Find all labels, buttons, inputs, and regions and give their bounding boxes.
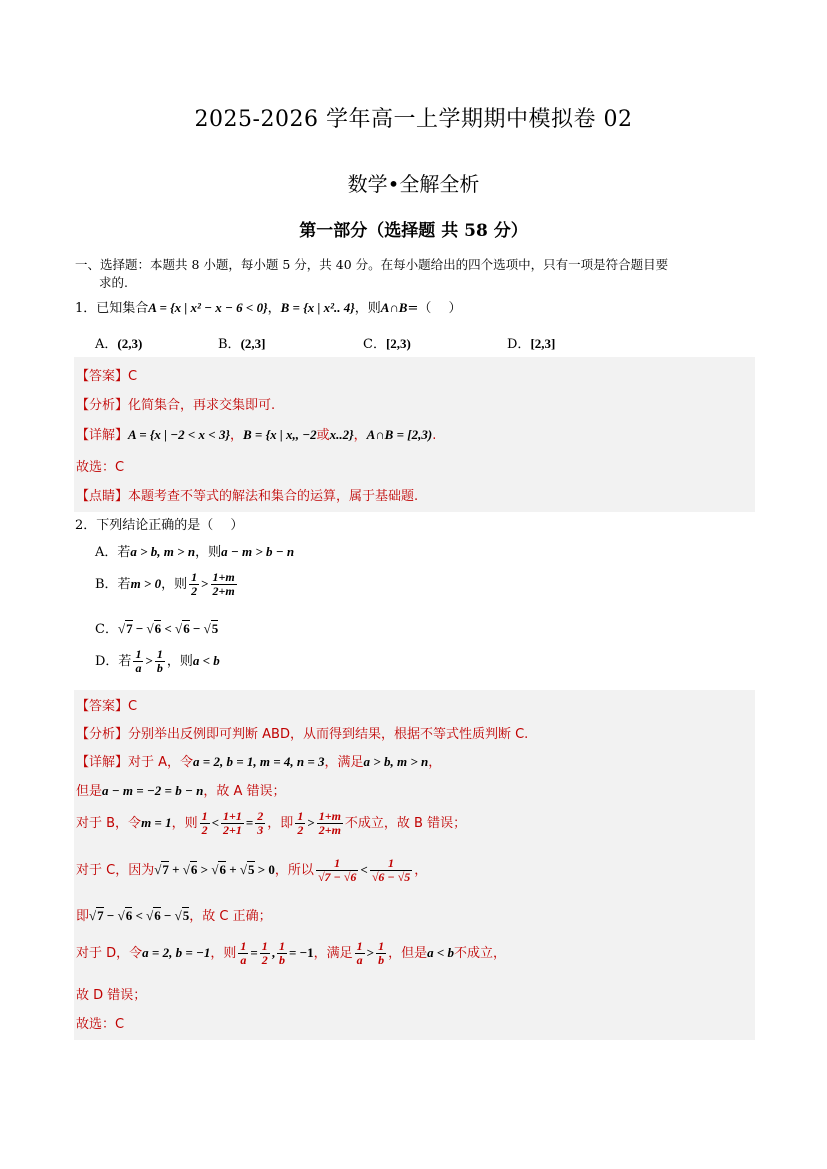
- q1-option-b[interactable]: B．(2,3]: [218, 336, 266, 352]
- q1-analysis: 【分析】化简集合，再求交集即可.: [76, 398, 276, 413]
- q2-detail-d2: 故 D 错误；: [76, 988, 147, 1003]
- q2-detail-c2: 即√7 − √6 < √6 − √5，故 C 正确；: [76, 908, 272, 924]
- q1-comment: 【点睛】本题考查不等式的解法和集合的运算，属于基础题.: [76, 489, 419, 504]
- page-subtitle: 数学•全解全析: [347, 172, 480, 196]
- q2-choice: 故选：C: [76, 1017, 125, 1032]
- section-heading: 第一部分（选择题 共 58 分）: [299, 221, 528, 241]
- question-2-stem: 2．下列结论正确的是（ ）: [75, 518, 244, 533]
- q2-solution-box: [74, 690, 755, 1040]
- q1-answer: 【答案】C: [76, 369, 138, 384]
- instructions: 一、选择题：本题共 8 小题，每小题 5 分，共 40 分。在每小题给出的四个选项中，只有一项是符合题目要 求的.: [75, 257, 669, 290]
- q2-detail-d: 对于 D，令a = 2, b = −1，则 $\frac{1}{a}$ = $\frac{1}{2}$ , $\frac{1}{b}$ = −1，满足 $\frac{1}{a}$ > $\frac{1}{b}$ ，但是a < b不成立，: [76, 939, 507, 967]
- q2-option-a[interactable]: A．若a > b, m > n，则a − m > b − n: [95, 544, 295, 560]
- q1-detail: 【详解】A = {x | −2 < x < 3}，B = {x | x,, −2或x..2}，A∩B = [2,3).: [76, 427, 437, 443]
- page-title: 2025-2026 学年高一上学期期中模拟卷 02: [194, 107, 633, 132]
- q1-option-d[interactable]: D．[2,3]: [507, 336, 556, 352]
- q2-answer: 【答案】C: [76, 699, 138, 714]
- q1-option-c[interactable]: C．[2,3): [363, 336, 411, 352]
- question-1-stem: 1．已知集合A = {x | x² − x − 6 < 0}，B = {x | x².. 4}，则A∩B=（ ）: [75, 300, 462, 316]
- q2-option-b[interactable]: B．若m > 0，则 $\frac{1}{2}$ > $\frac{1+m}{2+m}$: [95, 570, 235, 598]
- q1-option-a[interactable]: A．(2,3): [95, 336, 143, 352]
- q2-detail-a2: 但是a − m = −2 = b − n，故 A 错误；: [76, 783, 286, 799]
- q1-solution-box: [74, 357, 755, 512]
- q1-choice: 故选：C: [76, 460, 125, 475]
- q2-option-c[interactable]: C．√7 − √6 < √6 − √5: [95, 621, 219, 637]
- q2-detail-c: 对于 C，因为√7 + √6 > √6 + √5 > 0，所以 $\frac{1}{√7 - √6}$ < $\frac{1}{√6 - √5}$ ，: [76, 856, 428, 884]
- q2-analysis: 【分析】分别举出反例即可判断 ABD，从而得到结果，根据不等式性质判断 C.: [76, 727, 529, 742]
- q2-option-d[interactable]: D．若 $\frac{1}{a}$ > $\frac{1}{b}$ ，则a < b: [95, 647, 220, 675]
- q2-detail-a: 【详解】对于 A，令a = 2, b = 1, m = 4, n = 3，满足a > b, m > n，: [76, 754, 442, 770]
- q2-detail-b: 对于 B，令m = 1，则 $\frac{1}{2}$ < $\frac{1+1}{2+1}$ = $\frac{2}{3}$ ，即 $\frac{1}{2}$ > $\frac{1+m}{2+m}$ 不成立，故 B 错误；: [76, 809, 467, 837]
